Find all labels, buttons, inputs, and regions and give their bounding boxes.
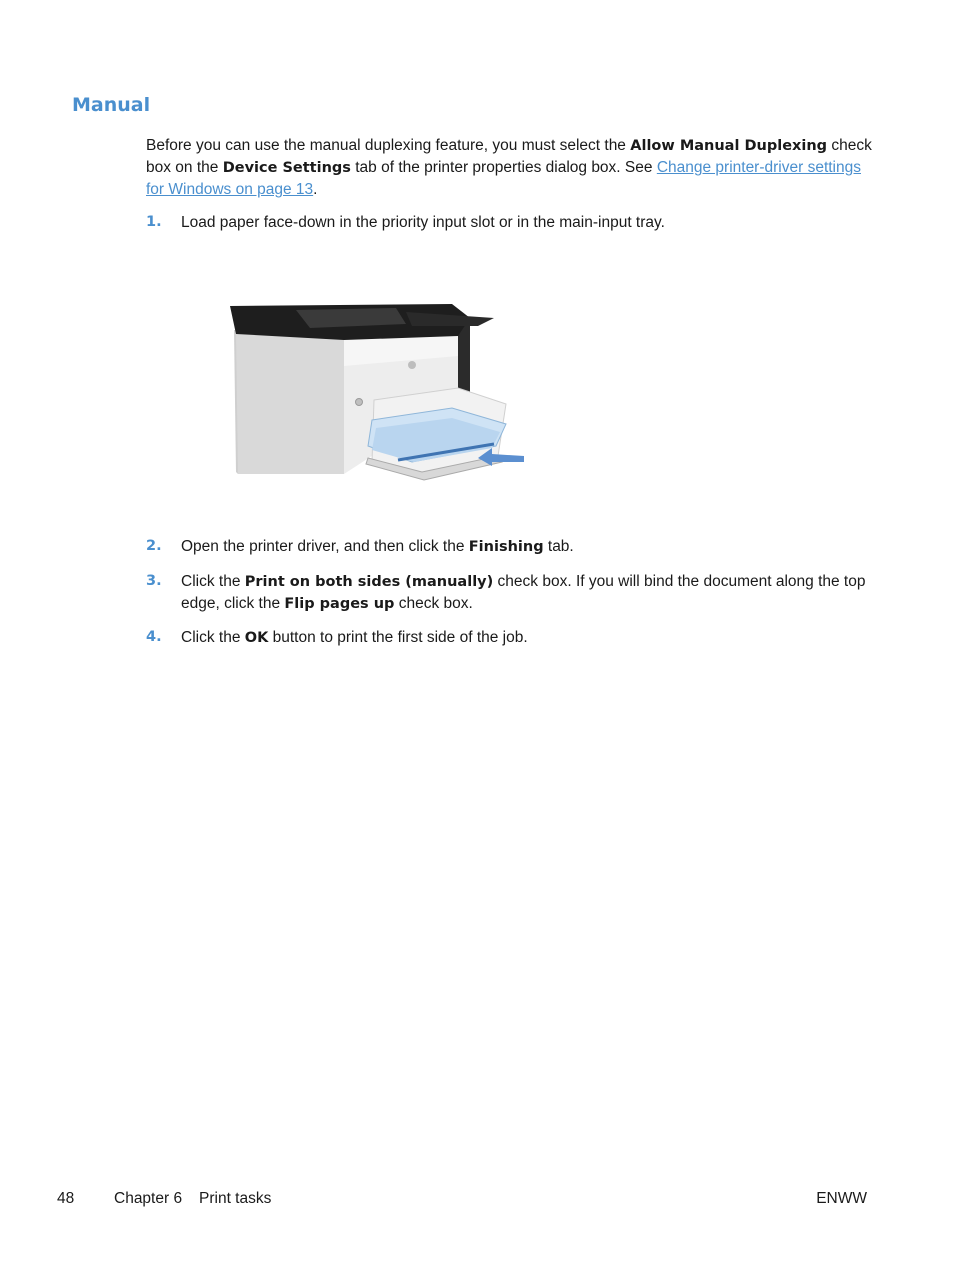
step-number: 3. — [146, 573, 162, 589]
step-2-text-2: tab. — [543, 538, 574, 555]
hp-logo-icon — [408, 361, 416, 369]
printer-side-panel — [236, 332, 344, 474]
step-text — [181, 536, 876, 558]
intro-text-1: Before you can use the manual duplexing feature, you must select the — [146, 137, 631, 154]
flip-pages-up-label: Flip pages up — [284, 596, 395, 612]
ok-label: OK — [244, 630, 269, 646]
step-3-text-2: check box. If you will bind the document along the top edge, click the — [181, 573, 866, 612]
step-number: 4. — [146, 629, 162, 645]
printer-illustration — [226, 296, 526, 488]
device-settings-label: Device Settings — [222, 160, 351, 176]
footer-chapter: Chapter 6 — [114, 1190, 183, 1207]
finishing-label: Finishing — [468, 539, 544, 555]
step-text — [181, 627, 876, 649]
step-text — [181, 571, 876, 615]
footer-code: ENWW — [816, 1190, 867, 1207]
power-button-icon — [356, 399, 363, 406]
footer-chapter-title: Print tasks — [199, 1190, 272, 1207]
step-3 — [146, 571, 876, 615]
page-number: 48 — [57, 1190, 75, 1207]
intro-text-3: tab of the printer properties dialog box. See — [350, 159, 657, 176]
intro-text-4: . — [313, 181, 318, 198]
step-number: 1. — [146, 214, 162, 230]
step-1 — [146, 212, 876, 233]
intro-paragraph — [146, 135, 876, 200]
step-4 — [146, 627, 876, 649]
print-both-sides-label: Print on both sides (manually) — [244, 574, 494, 590]
allow-manual-duplexing-label: Allow Manual Duplexing — [630, 138, 828, 154]
intro-text-2: check box on the — [146, 137, 872, 176]
step-1-text: Load paper face-down in the priority input slot or in the main-input tray. — [181, 214, 665, 231]
change-driver-settings-link[interactable]: Change printer-driver settings for Windows on page 13 — [146, 159, 861, 198]
step-text — [181, 212, 876, 233]
step-4-text-2: button to print the first side of the job. — [268, 629, 528, 646]
step-2-text-1: Open the printer driver, and then click the — [181, 538, 469, 555]
step-3-text-3: check box. — [394, 595, 473, 612]
section-heading: Manual — [72, 94, 151, 116]
step-2 — [146, 536, 876, 558]
step-4-text-1: Click the — [181, 629, 245, 646]
step-3-text-1: Click the — [181, 573, 245, 590]
step-number: 2. — [146, 538, 162, 554]
